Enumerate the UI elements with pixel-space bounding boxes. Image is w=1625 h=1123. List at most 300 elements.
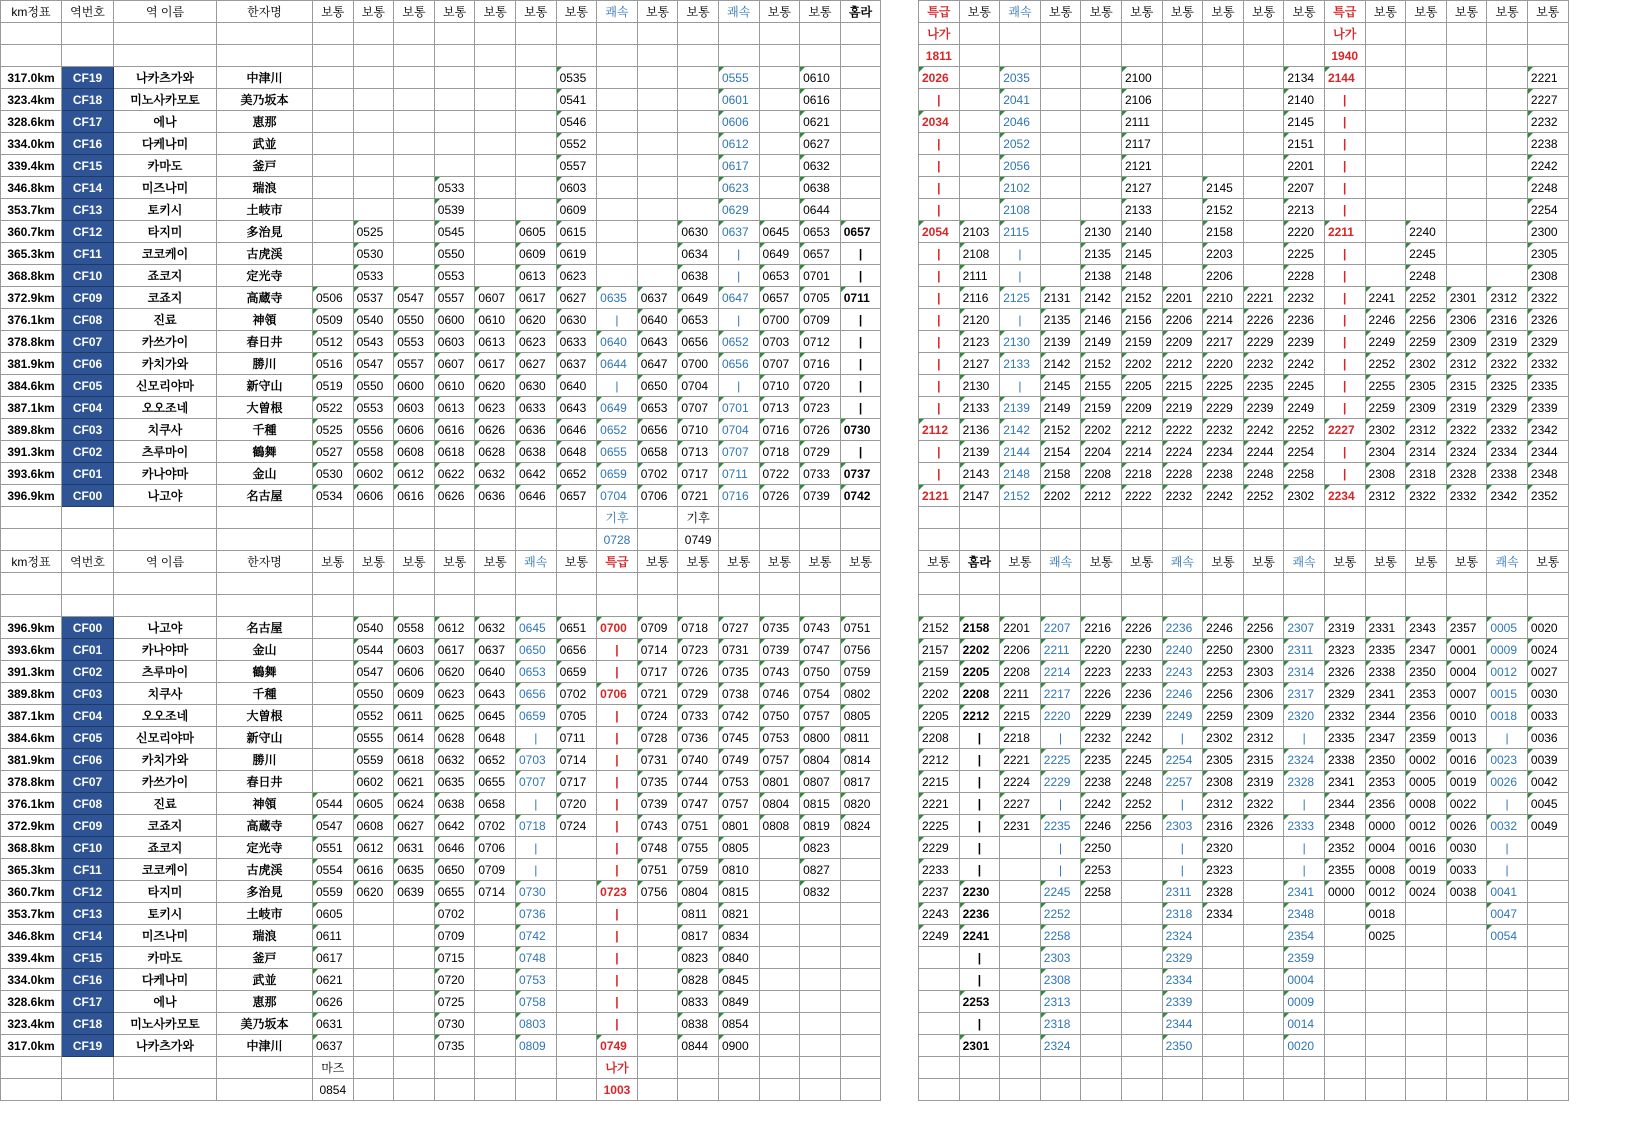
- km-cell[interactable]: 368.8km: [1, 837, 62, 859]
- km-cell[interactable]: 346.8km: [1, 177, 62, 199]
- time-cell[interactable]: 2213: [1284, 199, 1325, 221]
- time-cell[interactable]: 0019: [1446, 771, 1487, 793]
- time-cell[interactable]: |: [1324, 331, 1365, 353]
- time-cell[interactable]: 0611: [394, 705, 435, 727]
- note-cell[interactable]: 나가: [919, 23, 960, 45]
- station-hanja-cell[interactable]: 鶴舞: [217, 441, 313, 463]
- time-cell[interactable]: 0757: [759, 749, 800, 771]
- note-cell[interactable]: [515, 45, 556, 67]
- time-cell[interactable]: [800, 925, 841, 947]
- time-cell[interactable]: 0747: [800, 639, 841, 661]
- time-cell[interactable]: [597, 155, 638, 177]
- time-cell[interactable]: [1243, 265, 1284, 287]
- time-cell[interactable]: [475, 969, 516, 991]
- time-cell[interactable]: [1000, 947, 1041, 969]
- time-cell[interactable]: 2217: [1040, 683, 1081, 705]
- note-cell[interactable]: [637, 529, 678, 551]
- time-cell[interactable]: |: [919, 133, 960, 155]
- time-cell[interactable]: 0736: [678, 727, 719, 749]
- time-cell[interactable]: 0630: [515, 375, 556, 397]
- time-cell[interactable]: 0030: [1446, 837, 1487, 859]
- time-cell[interactable]: 2135: [1081, 243, 1122, 265]
- time-cell[interactable]: |: [1324, 397, 1365, 419]
- time-cell[interactable]: 2140: [1284, 89, 1325, 111]
- train-type-cell[interactable]: 쾌속: [1487, 551, 1528, 573]
- time-cell[interactable]: |: [597, 661, 638, 683]
- time-cell[interactable]: 2142: [1000, 419, 1041, 441]
- note-cell[interactable]: [556, 529, 597, 551]
- time-cell[interactable]: [394, 67, 435, 89]
- time-cell[interactable]: 2252: [1406, 287, 1447, 309]
- train-type-cell[interactable]: 보통: [313, 1, 354, 23]
- time-cell[interactable]: [678, 133, 719, 155]
- time-cell[interactable]: 0007: [1446, 683, 1487, 705]
- time-cell[interactable]: 0617: [434, 639, 475, 661]
- time-cell[interactable]: 0728: [637, 727, 678, 749]
- time-cell[interactable]: [1081, 177, 1122, 199]
- time-cell[interactable]: 0707: [515, 771, 556, 793]
- time-cell[interactable]: 0016: [1406, 837, 1447, 859]
- time-cell[interactable]: [959, 177, 1000, 199]
- train-type-cell[interactable]: 쾌속: [515, 551, 556, 573]
- time-cell[interactable]: [1081, 991, 1122, 1013]
- train-type-cell[interactable]: 보통: [1162, 1, 1203, 23]
- train-type-cell[interactable]: 특급: [597, 551, 638, 573]
- time-cell[interactable]: 2339: [1527, 397, 1568, 419]
- time-cell[interactable]: 0731: [637, 749, 678, 771]
- train-type-cell[interactable]: 보통: [1487, 1, 1528, 23]
- time-cell[interactable]: 0743: [800, 617, 841, 639]
- time-cell[interactable]: [840, 89, 881, 111]
- time-cell[interactable]: 0602: [353, 771, 394, 793]
- station-code-cell[interactable]: CF10: [62, 265, 114, 287]
- note-cell[interactable]: [1365, 45, 1406, 67]
- time-cell[interactable]: 2328: [1203, 881, 1244, 903]
- time-cell[interactable]: 0605: [313, 903, 354, 925]
- time-cell[interactable]: 2201: [1162, 287, 1203, 309]
- km-cell[interactable]: 323.4km: [1, 89, 62, 111]
- time-cell[interactable]: 0658: [475, 793, 516, 815]
- time-cell[interactable]: [678, 111, 719, 133]
- station-name-cell[interactable]: 카나야마: [114, 639, 217, 661]
- time-cell[interactable]: [475, 1013, 516, 1035]
- note-cell[interactable]: [1121, 529, 1162, 551]
- time-cell[interactable]: 2250: [1081, 837, 1122, 859]
- note-cell[interactable]: [1487, 507, 1528, 529]
- time-cell[interactable]: 2221: [1243, 287, 1284, 309]
- time-cell[interactable]: [1487, 89, 1528, 111]
- note-cell[interactable]: [678, 23, 719, 45]
- time-cell[interactable]: [394, 903, 435, 925]
- time-cell[interactable]: 0022: [1446, 793, 1487, 815]
- time-cell[interactable]: 2145: [1203, 177, 1244, 199]
- time-cell[interactable]: |: [919, 463, 960, 485]
- train-type-cell[interactable]: 보통: [678, 1, 719, 23]
- time-cell[interactable]: 2230: [959, 881, 1000, 903]
- note-cell[interactable]: [1284, 45, 1325, 67]
- time-cell[interactable]: 0751: [678, 815, 719, 837]
- time-cell[interactable]: |: [1000, 309, 1041, 331]
- time-cell[interactable]: |: [959, 969, 1000, 991]
- time-cell[interactable]: |: [718, 265, 759, 287]
- time-cell[interactable]: [759, 859, 800, 881]
- time-cell[interactable]: 2208: [919, 727, 960, 749]
- time-cell[interactable]: 0823: [678, 947, 719, 969]
- time-cell[interactable]: 0602: [353, 463, 394, 485]
- time-cell[interactable]: 0731: [718, 639, 759, 661]
- time-cell[interactable]: |: [840, 265, 881, 287]
- time-cell[interactable]: 2348: [1284, 903, 1325, 925]
- time-cell[interactable]: [919, 969, 960, 991]
- time-cell[interactable]: 2237: [919, 881, 960, 903]
- station-code-cell[interactable]: CF01: [62, 639, 114, 661]
- time-cell[interactable]: |: [919, 287, 960, 309]
- time-cell[interactable]: |: [597, 947, 638, 969]
- time-cell[interactable]: 2335: [1527, 375, 1568, 397]
- station-name-cell[interactable]: 나카츠가와: [114, 1035, 217, 1057]
- time-cell[interactable]: [759, 947, 800, 969]
- empty-cell[interactable]: [1, 529, 62, 551]
- time-cell[interactable]: 0045: [1527, 793, 1568, 815]
- time-cell[interactable]: 2308: [1040, 969, 1081, 991]
- time-cell[interactable]: [556, 1035, 597, 1057]
- time-cell[interactable]: 0656: [515, 683, 556, 705]
- time-cell[interactable]: |: [1324, 375, 1365, 397]
- time-cell[interactable]: [1446, 243, 1487, 265]
- time-cell[interactable]: [1243, 991, 1284, 1013]
- time-cell[interactable]: 2146: [1081, 309, 1122, 331]
- time-cell[interactable]: 2324: [1284, 749, 1325, 771]
- time-cell[interactable]: 2108: [1000, 199, 1041, 221]
- note-cell[interactable]: [959, 45, 1000, 67]
- time-cell[interactable]: [840, 903, 881, 925]
- time-cell[interactable]: 0650: [434, 859, 475, 881]
- time-cell[interactable]: 0810: [718, 859, 759, 881]
- time-cell[interactable]: |: [1000, 243, 1041, 265]
- time-cell[interactable]: |: [919, 397, 960, 419]
- time-cell[interactable]: 0547: [313, 815, 354, 837]
- time-cell[interactable]: 2221: [1000, 749, 1041, 771]
- time-cell[interactable]: [394, 1035, 435, 1057]
- km-cell[interactable]: 334.0km: [1, 133, 62, 155]
- time-cell[interactable]: [434, 89, 475, 111]
- time-cell[interactable]: 2112: [919, 419, 960, 441]
- time-cell[interactable]: 2225: [919, 815, 960, 837]
- time-cell[interactable]: 0637: [475, 639, 516, 661]
- time-cell[interactable]: 2134: [1284, 67, 1325, 89]
- time-cell[interactable]: 0627: [394, 815, 435, 837]
- time-cell[interactable]: 0742: [718, 705, 759, 727]
- note-cell[interactable]: [1162, 507, 1203, 529]
- station-hanja-cell[interactable]: 土岐市: [217, 199, 313, 221]
- time-cell[interactable]: 0638: [800, 177, 841, 199]
- note-cell[interactable]: [959, 595, 1000, 617]
- station-name-cell[interactable]: 코코케이: [114, 243, 217, 265]
- time-cell[interactable]: 2253: [1081, 859, 1122, 881]
- time-cell[interactable]: [1446, 1013, 1487, 1035]
- time-cell[interactable]: [1446, 177, 1487, 199]
- note-cell[interactable]: [1243, 595, 1284, 617]
- station-code-cell[interactable]: CF04: [62, 397, 114, 419]
- time-cell[interactable]: 0606: [394, 419, 435, 441]
- time-cell[interactable]: 2308: [1527, 265, 1568, 287]
- time-cell[interactable]: 2225: [1040, 749, 1081, 771]
- time-cell[interactable]: 2254: [1284, 441, 1325, 463]
- station-hanja-cell[interactable]: 鶴舞: [217, 661, 313, 683]
- time-cell[interactable]: |: [597, 639, 638, 661]
- station-hanja-cell[interactable]: 大曽根: [217, 397, 313, 419]
- km-cell[interactable]: 353.7km: [1, 903, 62, 925]
- note-cell[interactable]: [353, 507, 394, 529]
- time-cell[interactable]: 0656: [678, 331, 719, 353]
- note-cell[interactable]: [1406, 45, 1447, 67]
- time-cell[interactable]: 0600: [394, 375, 435, 397]
- time-cell[interactable]: 0753: [759, 727, 800, 749]
- note-cell[interactable]: 나가: [1324, 23, 1365, 45]
- time-cell[interactable]: 2314: [1284, 661, 1325, 683]
- time-cell[interactable]: 2234: [1203, 441, 1244, 463]
- time-cell[interactable]: 2244: [1243, 441, 1284, 463]
- time-cell[interactable]: |: [515, 859, 556, 881]
- time-cell[interactable]: 2302: [1284, 485, 1325, 507]
- note-cell[interactable]: [959, 573, 1000, 595]
- note-cell[interactable]: [515, 595, 556, 617]
- time-cell[interactable]: 0550: [353, 683, 394, 705]
- time-cell[interactable]: |: [1040, 859, 1081, 881]
- station-name-cell[interactable]: 에나: [114, 111, 217, 133]
- time-cell[interactable]: 2142: [1040, 353, 1081, 375]
- time-cell[interactable]: [475, 903, 516, 925]
- time-cell[interactable]: 0656: [556, 639, 597, 661]
- note-cell[interactable]: [1487, 573, 1528, 595]
- time-cell[interactable]: 2311: [1162, 881, 1203, 903]
- note-cell[interactable]: [1121, 23, 1162, 45]
- time-cell[interactable]: [313, 133, 354, 155]
- time-cell[interactable]: 0615: [556, 221, 597, 243]
- train-type-cell[interactable]: 쾌속: [1284, 551, 1325, 573]
- time-cell[interactable]: 0733: [800, 463, 841, 485]
- km-cell[interactable]: 387.1km: [1, 397, 62, 419]
- time-cell[interactable]: [556, 837, 597, 859]
- km-cell[interactable]: 376.1km: [1, 793, 62, 815]
- time-cell[interactable]: |: [919, 243, 960, 265]
- time-cell[interactable]: 2350: [1162, 1035, 1203, 1057]
- time-cell[interactable]: [637, 89, 678, 111]
- time-cell[interactable]: 0757: [718, 793, 759, 815]
- time-cell[interactable]: [475, 199, 516, 221]
- time-cell[interactable]: 2240: [1406, 221, 1447, 243]
- station-code-cell[interactable]: CF16: [62, 133, 114, 155]
- time-cell[interactable]: [1487, 155, 1528, 177]
- time-cell[interactable]: [759, 969, 800, 991]
- note-cell[interactable]: [475, 1079, 516, 1101]
- time-cell[interactable]: |: [919, 177, 960, 199]
- time-cell[interactable]: [1446, 991, 1487, 1013]
- note-cell[interactable]: [1121, 595, 1162, 617]
- time-cell[interactable]: 0635: [394, 859, 435, 881]
- time-cell[interactable]: [1040, 155, 1081, 177]
- time-cell[interactable]: 0627: [556, 287, 597, 309]
- time-cell[interactable]: [475, 67, 516, 89]
- time-cell[interactable]: 0640: [556, 375, 597, 397]
- time-cell[interactable]: [1365, 969, 1406, 991]
- time-cell[interactable]: 2258: [1284, 463, 1325, 485]
- time-cell[interactable]: [353, 89, 394, 111]
- time-cell[interactable]: 2205: [959, 661, 1000, 683]
- time-cell[interactable]: [1487, 969, 1528, 991]
- time-cell[interactable]: 2347: [1406, 639, 1447, 661]
- time-cell[interactable]: 2322: [1406, 485, 1447, 507]
- station-name-cell[interactable]: 코죠지: [114, 287, 217, 309]
- time-cell[interactable]: 2252: [1243, 485, 1284, 507]
- time-cell[interactable]: |: [1324, 133, 1365, 155]
- time-cell[interactable]: 2256: [1406, 309, 1447, 331]
- time-cell[interactable]: 2348: [1527, 463, 1568, 485]
- note-cell[interactable]: [1203, 573, 1244, 595]
- time-cell[interactable]: 2322: [1243, 793, 1284, 815]
- time-cell[interactable]: [475, 155, 516, 177]
- time-cell[interactable]: [1162, 199, 1203, 221]
- empty-cell[interactable]: [114, 1057, 217, 1079]
- time-cell[interactable]: [1365, 133, 1406, 155]
- time-cell[interactable]: 0543: [353, 331, 394, 353]
- time-cell[interactable]: [1365, 221, 1406, 243]
- time-cell[interactable]: 2139: [959, 441, 1000, 463]
- time-cell[interactable]: 2308: [1365, 463, 1406, 485]
- station-hanja-cell[interactable]: 名古屋: [217, 617, 313, 639]
- note-cell[interactable]: [1000, 23, 1041, 45]
- time-cell[interactable]: [394, 1013, 435, 1035]
- time-cell[interactable]: [597, 199, 638, 221]
- time-cell[interactable]: 2338: [1365, 661, 1406, 683]
- note-cell[interactable]: [515, 529, 556, 551]
- time-cell[interactable]: 0729: [678, 683, 719, 705]
- note-cell[interactable]: [1040, 529, 1081, 551]
- time-cell[interactable]: 2215: [1000, 705, 1041, 727]
- time-cell[interactable]: 0558: [353, 441, 394, 463]
- time-cell[interactable]: 2305: [1406, 375, 1447, 397]
- time-cell[interactable]: [637, 265, 678, 287]
- time-cell[interactable]: |: [597, 969, 638, 991]
- time-cell[interactable]: [1243, 177, 1284, 199]
- time-cell[interactable]: 2312: [1203, 793, 1244, 815]
- time-cell[interactable]: 2320: [1284, 705, 1325, 727]
- note-cell[interactable]: [1446, 1057, 1487, 1079]
- time-cell[interactable]: 0706: [475, 837, 516, 859]
- time-cell[interactable]: 0700: [759, 309, 800, 331]
- time-cell[interactable]: 0613: [515, 265, 556, 287]
- note-cell[interactable]: [1365, 529, 1406, 551]
- train-type-cell[interactable]: 보통: [1527, 1, 1568, 23]
- time-cell[interactable]: |: [1324, 243, 1365, 265]
- time-cell[interactable]: 2148: [1121, 265, 1162, 287]
- time-cell[interactable]: 2152: [1081, 353, 1122, 375]
- time-cell[interactable]: 2249: [1162, 705, 1203, 727]
- train-type-cell[interactable]: 보통: [313, 551, 354, 573]
- note-cell[interactable]: [1446, 595, 1487, 617]
- note-cell[interactable]: [1324, 1079, 1365, 1101]
- time-cell[interactable]: [840, 969, 881, 991]
- empty-cell[interactable]: [62, 23, 114, 45]
- time-cell[interactable]: 2252: [1365, 353, 1406, 375]
- time-cell[interactable]: |: [840, 353, 881, 375]
- time-cell[interactable]: 0530: [313, 463, 354, 485]
- time-cell[interactable]: 0025: [1365, 925, 1406, 947]
- station-name-cell[interactable]: 나카츠가와: [114, 67, 217, 89]
- time-cell[interactable]: [1446, 947, 1487, 969]
- time-cell[interactable]: [1324, 947, 1365, 969]
- time-cell[interactable]: 2138: [1081, 265, 1122, 287]
- time-cell[interactable]: 0753: [515, 969, 556, 991]
- time-cell[interactable]: 2225: [1203, 375, 1244, 397]
- time-cell[interactable]: 2315: [1446, 375, 1487, 397]
- station-code-cell[interactable]: CF02: [62, 661, 114, 683]
- time-cell[interactable]: 2319: [1487, 331, 1528, 353]
- km-cell[interactable]: 396.9km: [1, 617, 62, 639]
- note-cell[interactable]: [1527, 1057, 1568, 1079]
- time-cell[interactable]: 0721: [637, 683, 678, 705]
- time-cell[interactable]: 0004: [1284, 969, 1325, 991]
- note-cell[interactable]: [1324, 1057, 1365, 1079]
- time-cell[interactable]: 2152: [1000, 485, 1041, 507]
- time-cell[interactable]: [800, 1013, 841, 1035]
- time-cell[interactable]: |: [597, 925, 638, 947]
- empty-cell[interactable]: [62, 507, 114, 529]
- empty-cell[interactable]: [1, 507, 62, 529]
- time-cell[interactable]: 0547: [394, 287, 435, 309]
- station-name-cell[interactable]: 코코케이: [114, 859, 217, 881]
- station-code-cell[interactable]: CF17: [62, 111, 114, 133]
- time-cell[interactable]: [394, 111, 435, 133]
- time-cell[interactable]: 0817: [840, 771, 881, 793]
- station-name-cell[interactable]: 타지미: [114, 881, 217, 903]
- time-cell[interactable]: 0606: [353, 485, 394, 507]
- time-cell[interactable]: 0603: [556, 177, 597, 199]
- station-code-cell[interactable]: CF14: [62, 177, 114, 199]
- note-cell[interactable]: [1284, 507, 1325, 529]
- time-cell[interactable]: [1203, 947, 1244, 969]
- time-cell[interactable]: [1081, 155, 1122, 177]
- km-cell[interactable]: 378.8km: [1, 771, 62, 793]
- note-cell[interactable]: [1081, 1079, 1122, 1101]
- train-type-cell[interactable]: 보통: [475, 551, 516, 573]
- time-cell[interactable]: 0652: [718, 331, 759, 353]
- time-cell[interactable]: 0700: [597, 617, 638, 639]
- time-cell[interactable]: [1446, 1035, 1487, 1057]
- time-cell[interactable]: 0626: [313, 991, 354, 1013]
- station-code-cell[interactable]: CF12: [62, 881, 114, 903]
- station-code-cell[interactable]: CF15: [62, 155, 114, 177]
- time-cell[interactable]: 2215: [1162, 375, 1203, 397]
- note-cell[interactable]: [353, 595, 394, 617]
- time-cell[interactable]: [1000, 1035, 1041, 1057]
- time-cell[interactable]: [1000, 991, 1041, 1013]
- km-cell[interactable]: 389.8km: [1, 683, 62, 705]
- time-cell[interactable]: [597, 265, 638, 287]
- time-cell[interactable]: 2139: [1000, 397, 1041, 419]
- station-hanja-cell[interactable]: 高蔵寺: [217, 815, 313, 837]
- time-cell[interactable]: 2306: [1446, 309, 1487, 331]
- time-cell[interactable]: 0743: [759, 661, 800, 683]
- time-cell[interactable]: 0559: [353, 749, 394, 771]
- time-cell[interactable]: 2325: [1487, 375, 1528, 397]
- time-cell[interactable]: 0023: [1487, 749, 1528, 771]
- time-cell[interactable]: 0554: [313, 859, 354, 881]
- station-name-cell[interactable]: 죠코지: [114, 837, 217, 859]
- time-cell[interactable]: 0716: [759, 419, 800, 441]
- time-cell[interactable]: |: [959, 1013, 1000, 1035]
- time-cell[interactable]: 2329: [1324, 683, 1365, 705]
